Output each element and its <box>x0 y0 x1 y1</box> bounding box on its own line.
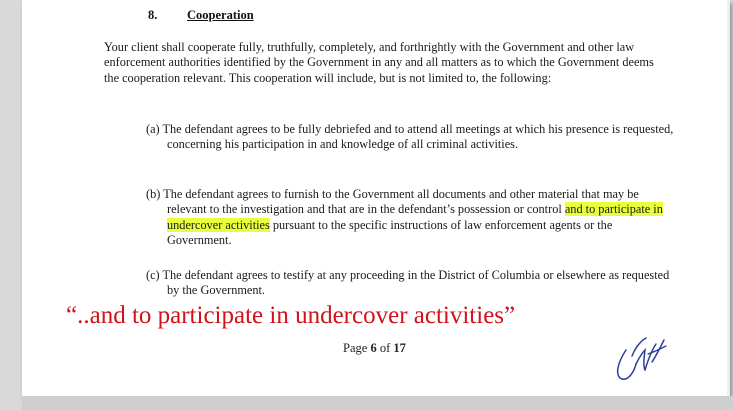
highlighted-phrase: and to participate in undercover activities <box>167 202 663 232</box>
page-number <box>343 341 406 356</box>
item-b-text-before: (b) The defendant agrees to furnish to the Government all documents and other material that may be relevant to the investigation and that are in the defendant’s possession or control <box>146 187 639 217</box>
list-item-a: (a) The defendant agrees to be fully debriefed and to attend all meetings at which his presence is requested, concerning his participation in and knowledge of all criminal activities. <box>146 122 674 152</box>
list-item-b <box>146 187 679 249</box>
page-of: of <box>379 341 391 355</box>
page-bottom-band <box>22 396 733 410</box>
overlay-quote: “..and to participate in undercover activities” <box>66 302 516 329</box>
section-title: Cooperation <box>187 8 254 22</box>
page-edge <box>727 0 730 396</box>
page-total: 17 <box>393 341 406 355</box>
section-number: 8. <box>148 8 158 22</box>
item-b-text-after: pursuant to the specific instructions of law enforcement agents or the Government. <box>167 217 613 248</box>
handwritten-initials <box>612 334 670 386</box>
page-label: Page <box>343 341 368 355</box>
list-item-c: (c) The defendant agrees to testify at any proceeding in the District of Columbia or elsewhere as requested by the Government. <box>146 268 670 298</box>
section-heading <box>148 8 254 23</box>
page-current: 6 <box>370 341 377 355</box>
intro-paragraph: Your client shall cooperate fully, truthfully, completely, and forthrightly with the Government and other law enforcement authorities identified by the Government in any and all matters as to which the Government deems the cooperation relevant. This cooperation will include, but is not limited to, the following: <box>104 40 654 85</box>
